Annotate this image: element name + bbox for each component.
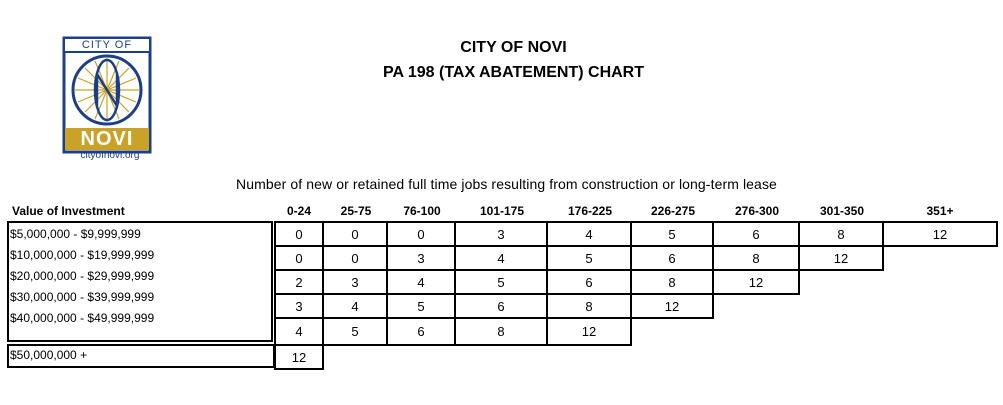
abatement-cell: 0: [274, 221, 324, 247]
logo-caption: cityofnovi.org: [80, 150, 140, 161]
abatement-cell: 4: [454, 245, 548, 271]
abatement-cell: 3: [274, 293, 324, 319]
abatement-cell: 6: [712, 221, 800, 247]
abatement-cell: 6: [454, 293, 548, 319]
abatement-cell: 6: [630, 245, 714, 271]
page-subtitle: PA 198 (TAX ABATEMENT) CHART: [382, 64, 645, 81]
row-header-label: Value of Investment: [12, 204, 125, 218]
abatement-cell: 2: [274, 269, 324, 295]
abatement-cell: 12: [798, 245, 884, 271]
column-header: 25-75: [340, 204, 372, 218]
logo-bottom-text: NOVI: [80, 128, 134, 150]
column-header: 226-275: [650, 204, 696, 218]
column-header: 301-350: [819, 204, 865, 218]
abatement-cell: 12: [630, 293, 714, 319]
abatement-cell: 5: [322, 317, 388, 346]
abatement-cell: 5: [454, 269, 548, 295]
abatement-cell: 5: [546, 245, 632, 271]
abatement-cell: 8: [546, 293, 632, 319]
abatement-cell: 4: [546, 221, 632, 247]
row-label: $30,000,000 - $39,999,999: [10, 290, 155, 304]
abatement-cell: 8: [798, 221, 884, 247]
abatement-cell: 0: [322, 245, 388, 271]
column-header: 276-300: [734, 204, 780, 218]
abatement-cell: 3: [454, 221, 548, 247]
column-header: 0-24: [286, 204, 312, 218]
abatement-cell: 5: [630, 221, 714, 247]
abatement-cell: 8: [454, 317, 548, 346]
column-header: 176-225: [567, 204, 613, 218]
abatement-cell: 4: [322, 293, 388, 319]
abatement-cell: 0: [386, 221, 456, 247]
abatement-cell: 3: [386, 245, 456, 271]
abatement-cell: 0: [322, 221, 388, 247]
abatement-cell: 6: [546, 269, 632, 295]
logo-top-text: CITY OF: [81, 39, 133, 51]
abatement-cell: 12: [274, 344, 324, 370]
row-label: $10,000,000 - $19,999,999: [10, 248, 155, 262]
column-header: 101-175: [479, 204, 525, 218]
abatement-cell: 3: [322, 269, 388, 295]
column-header: 76-100: [403, 204, 441, 218]
column-header: 351+: [926, 204, 954, 218]
abatement-cell: 4: [274, 317, 324, 346]
abatement-cell: 6: [386, 317, 456, 346]
abatement-cell: 8: [712, 245, 800, 271]
abatement-cell: 5: [386, 293, 456, 319]
row-label: $20,000,000 - $29,999,999: [10, 269, 155, 283]
abatement-cell: 12: [546, 317, 632, 346]
abatement-cell: 12: [882, 221, 998, 247]
row-label: $5,000,000 - $9,999,999: [10, 227, 141, 241]
abatement-cell: 0: [274, 245, 324, 271]
page-title: CITY OF NOVI: [460, 39, 567, 56]
jobs-caption: Number of new or retained full time jobs resulting from construction or long-term lease: [236, 176, 777, 192]
abatement-cell: 4: [386, 269, 456, 295]
abatement-cell: 8: [630, 269, 714, 295]
row-label-last: $50,000,000 +: [10, 348, 88, 362]
row-label: $40,000,000 - $49,999,999: [10, 311, 155, 325]
abatement-cell: 12: [712, 269, 800, 295]
